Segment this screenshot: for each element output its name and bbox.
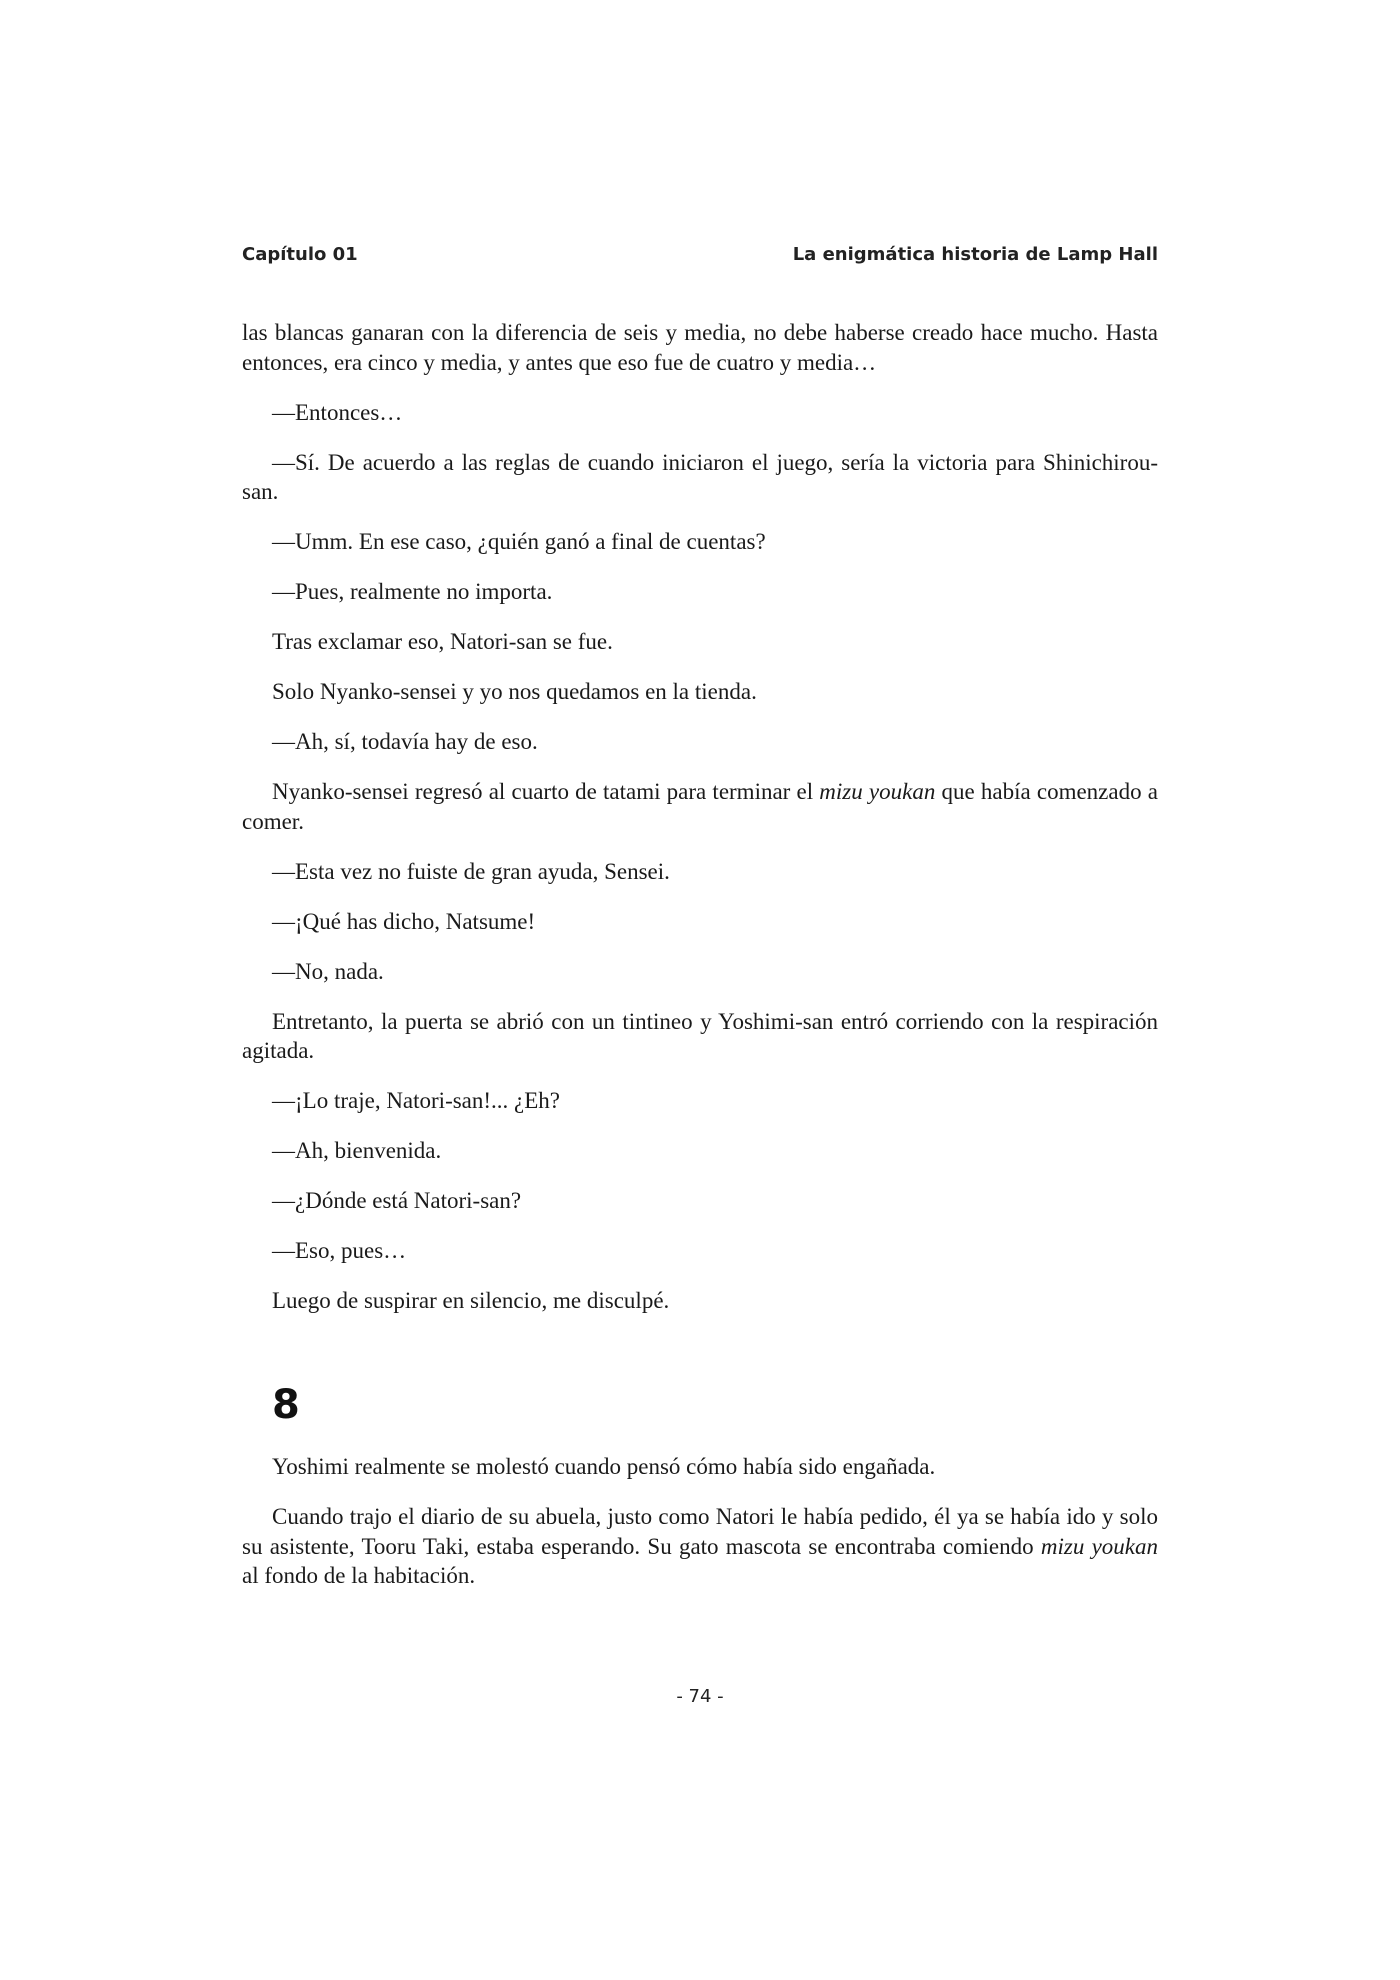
paragraph: —No, nada.	[272, 958, 384, 984]
paragraph: —Ah, sí, todavía hay de eso.	[272, 729, 538, 754]
paragraph: —Ah, bienvenida.	[272, 1138, 442, 1163]
page-number: - 74 -	[676, 1686, 724, 1707]
text-run: Cuando trajo el diario de su abuela, justo como Natori le había pedido, él ya se había ido y solo su asistente, Tooru Taki, estaba esperando. Su gato mascota se encontraba comiendo	[242, 1504, 1158, 1559]
text-run: al fondo de la habitación.	[242, 1563, 476, 1588]
text-run: Nyanko-sensei regresó al cuarto de tatami para terminar el	[272, 779, 820, 804]
paragraph: Entretanto, la puerta se abrió con un tintineo y Yoshimi-san entró corriendo con la respiración agitada.	[242, 1008, 1158, 1063]
paragraph: —Sí. De acuerdo a las reglas de cuando iniciaron el juego, sería la victoria para Shinichirou-san.	[242, 449, 1158, 504]
paragraph	[242, 777, 1158, 836]
text-run: que había comenzado a comer.	[242, 779, 1158, 834]
page-body	[242, 318, 1158, 1336]
paragraph: —¡Qué has dicho, Natsume!	[272, 908, 536, 934]
paragraph: Yoshimi realmente se molestó cuando pensó cómo había sido engañada.	[272, 1454, 936, 1479]
chapter-label: Capítulo 01	[242, 244, 358, 265]
italic-term: mizu youkan	[819, 779, 936, 804]
paragraph: —¿Dónde está Natori-san?	[272, 1188, 522, 1213]
paragraph: las blancas ganaran con la diferencia de seis y media, no debe haberse creado hace mucho. Hasta entonces, era cinco y media, y antes que eso fue de cuatro y media…	[242, 320, 1158, 375]
section-body	[242, 1452, 1158, 1611]
section-number: 8	[272, 1382, 300, 1428]
paragraph: —Umm. En ese caso, ¿quién ganó a final de cuentas?	[272, 529, 766, 554]
paragraph: —Eso, pues…	[272, 1238, 407, 1263]
paragraph: —Esta vez no fuiste de gran ayuda, Sensei.	[272, 858, 670, 884]
book-title: La enigmática historia de Lamp Hall	[792, 244, 1158, 265]
paragraph: —¡Lo traje, Natori-san!... ¿Eh?	[272, 1088, 561, 1113]
running-header	[242, 244, 1158, 274]
paragraph	[242, 1502, 1158, 1591]
paragraph: Solo Nyanko-sensei y yo nos quedamos en la tienda.	[272, 679, 757, 704]
paragraph: Tras exclamar eso, Natori-san se fue.	[272, 629, 613, 654]
paragraph: —Pues, realmente no importa.	[272, 579, 553, 604]
paragraph: —Entonces…	[272, 399, 403, 425]
italic-term: mizu youkan	[1040, 1533, 1158, 1559]
paragraph: Luego de suspirar en silencio, me disculpé.	[272, 1288, 670, 1313]
